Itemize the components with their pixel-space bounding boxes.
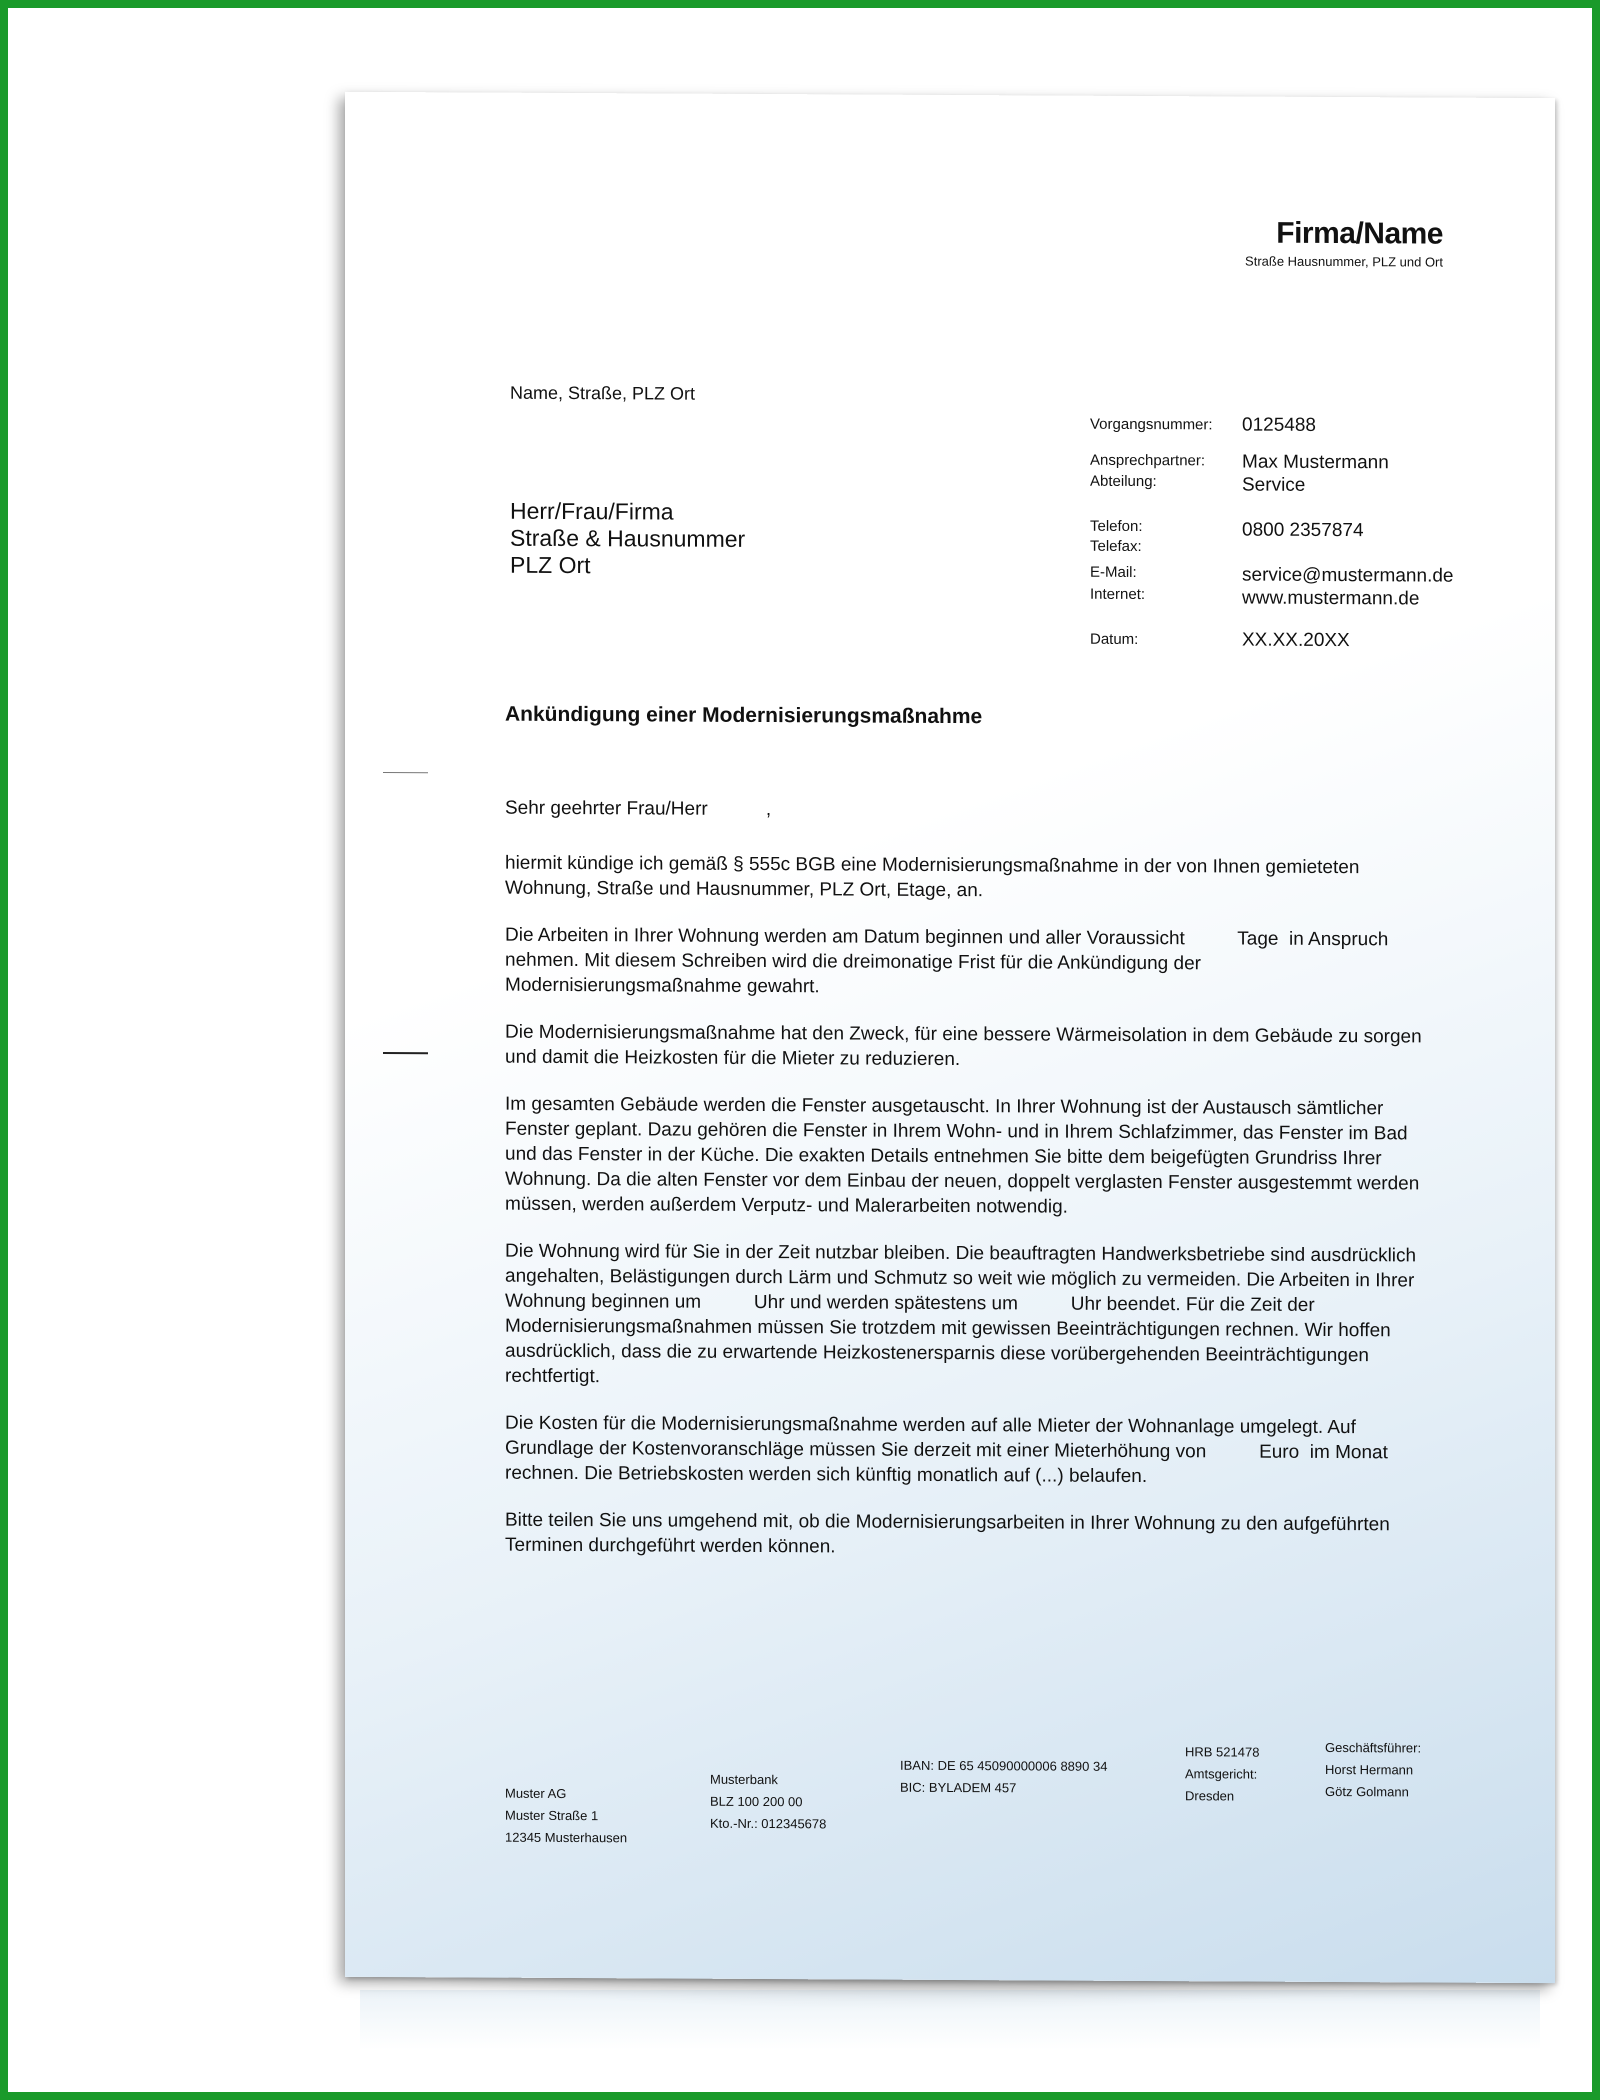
footer-line: Dresden — [1185, 1788, 1235, 1804]
footer-company — [505, 1783, 627, 1850]
body-paragraph: hiermit kündige ich gemäß § 555c BGB eine Modernisierungsmaßnahme in der von Ihnen gemieteten Wohnung, Straße und Hausnummer, PLZ Ort, Etage, an. — [505, 852, 1360, 902]
letter-body — [505, 851, 1440, 1585]
footer-line: 12345 Musterhausen — [505, 1829, 628, 1846]
info-block — [1090, 406, 1490, 678]
telefon-value: 0800 2357874 — [1242, 519, 1364, 542]
footer-line: HRB 521478 — [1185, 1744, 1260, 1760]
datum-value: XX.XX.20XX — [1242, 629, 1350, 652]
footer-line: Horst Hermann — [1325, 1761, 1414, 1778]
letter-page — [345, 92, 1555, 1983]
company-name: Firma/Name — [1276, 216, 1443, 251]
telefon-label: Telefon: — [1090, 517, 1143, 536]
internet-label: Internet: — [1090, 585, 1146, 604]
footer-management — [1325, 1737, 1421, 1804]
footer-line: Musterbank — [710, 1771, 778, 1788]
footer-register — [1185, 1741, 1259, 1807]
footer-line: BIC: BYLADEM 457 — [900, 1779, 1017, 1796]
ansprech-value: Max Mustermann — [1242, 451, 1389, 474]
telefax-label: Telefax: — [1090, 537, 1142, 556]
punch-mark — [383, 1052, 428, 1054]
footer-line: Amtsgericht: — [1185, 1766, 1258, 1782]
datum-label: Datum: — [1090, 630, 1139, 648]
footer-iban — [900, 1755, 1107, 1800]
footer-line: BLZ 100 200 00 — [710, 1793, 803, 1810]
recipient-line: Straße & Hausnummer — [510, 524, 746, 552]
vorgang-value: 0125488 — [1242, 414, 1316, 436]
fold-mark — [383, 772, 428, 773]
body-paragraph: Die Modernisierungsmaßnahme hat den Zweck, für eine bessere Wärmeisolation in dem Gebäude zu sorgen und damit die Heizkosten für die Mieter zu reduzieren. — [505, 1021, 1422, 1071]
document-reflection — [360, 1990, 1540, 2050]
footer-line: Geschäftsführer: — [1325, 1739, 1422, 1756]
internet-value: www.mustermann.de — [1242, 587, 1420, 610]
body-paragraph: Die Kosten für die Modernisierungsmaßnahme werden auf alle Mieter der Wohnanlage umgelegt. Auf Grundlage der Kostenvoranschläge müssen Sie derzeit mit einer Mieterhöhung von Euro im Monat rechnen. Die Betriebskosten werden sich künftig monatlich auf (...) belaufen. — [505, 1412, 1394, 1488]
email-label: E-Mail: — [1090, 563, 1137, 581]
letter-footer — [505, 1733, 1445, 1898]
abteilung-value: Service — [1242, 474, 1306, 496]
abteilung-label: Abteilung: — [1090, 472, 1157, 491]
salutation: Sehr geehrter Frau/Herr , — [505, 797, 772, 821]
body-paragraph: Die Arbeiten in Ihrer Wohnung werden am Datum beginnen und aller Voraussicht Tage in Anspruch nehmen. Mit diesem Schreiben wird die dreimonatige Frist für die Ankündigung der Modernisierungsmaßnahme gewahrt. — [505, 924, 1394, 998]
footer-line: IBAN: DE 65 45090000006 8890 34 — [900, 1757, 1108, 1774]
footer-line: Götz Golmann — [1325, 1783, 1409, 1800]
recipient-line: Herr/Frau/Firma — [510, 497, 674, 525]
recipient-line: PLZ Ort — [510, 551, 591, 579]
vorgang-label: Vorgangsnummer: — [1090, 415, 1213, 434]
footer-bank — [710, 1769, 826, 1836]
body-paragraph: Im gesamten Gebäude werden die Fenster ausgetauscht. In Ihrer Wohnung ist der Austausch sämtlicher Fenster geplant. Dazu gehören die Fenster in Ihrem Wohn- und in Ihrem Schlafzimmer, das Fenster im Bad und das Fenster in der Küche. Die exakten Details entnehmen Sie bitte dem beigefügten Grundriss Ihrer Wohnung. Da die alten Fenster vor dem Einbau der neuen, doppelt verglasten Fenster ausgestemmt werden müssen, werden außerdem Verputz- und Malerarbeiten notwendig. — [505, 1093, 1420, 1218]
recipient-address — [510, 498, 745, 580]
company-address: Straße Hausnummer, PLZ und Ort — [1245, 253, 1443, 270]
letter-subject: Ankündigung einer Modernisierungsmaßnahme — [505, 702, 983, 729]
body-paragraph: Bitte teilen Sie uns umgehend mit, ob die Modernisierungsarbeiten in Ihrer Wohnung zu den aufgeführten Terminen durchgeführt werden können. — [505, 1509, 1390, 1558]
ansprech-label: Ansprechpartner: — [1090, 451, 1206, 470]
sender-line: Name, Straße, PLZ Ort — [510, 382, 696, 404]
footer-line: Muster Straße 1 — [505, 1807, 599, 1824]
footer-line: Kto.-Nr.: 012345678 — [710, 1815, 827, 1832]
body-paragraph: Die Wohnung wird für Sie in der Zeit nutzbar bleiben. Die beauftragten Handwerksbetriebe sind ausdrücklich angehalten, Belästigungen durch Lärm und Schmutz so weit wie möglich zu vermeiden. Die Arbeiten in Ihrer Wohnung beginnen um Uhr und werden spätestens um Uhr beendet. Für die Zeit der Modernisierungsmaßnahmen müssen Sie trotzdem mit gewissen Beeinträchtigungen rechnen. Wir hoffen ausdrücklich, dass die zu erwartende Heizkostenersparnis diese vorübergehenden Beeinträchtigungen rechtfertigt. — [505, 1240, 1422, 1388]
email-value: service@mustermann.de — [1242, 564, 1454, 587]
footer-line: Muster AG — [505, 1785, 567, 1801]
